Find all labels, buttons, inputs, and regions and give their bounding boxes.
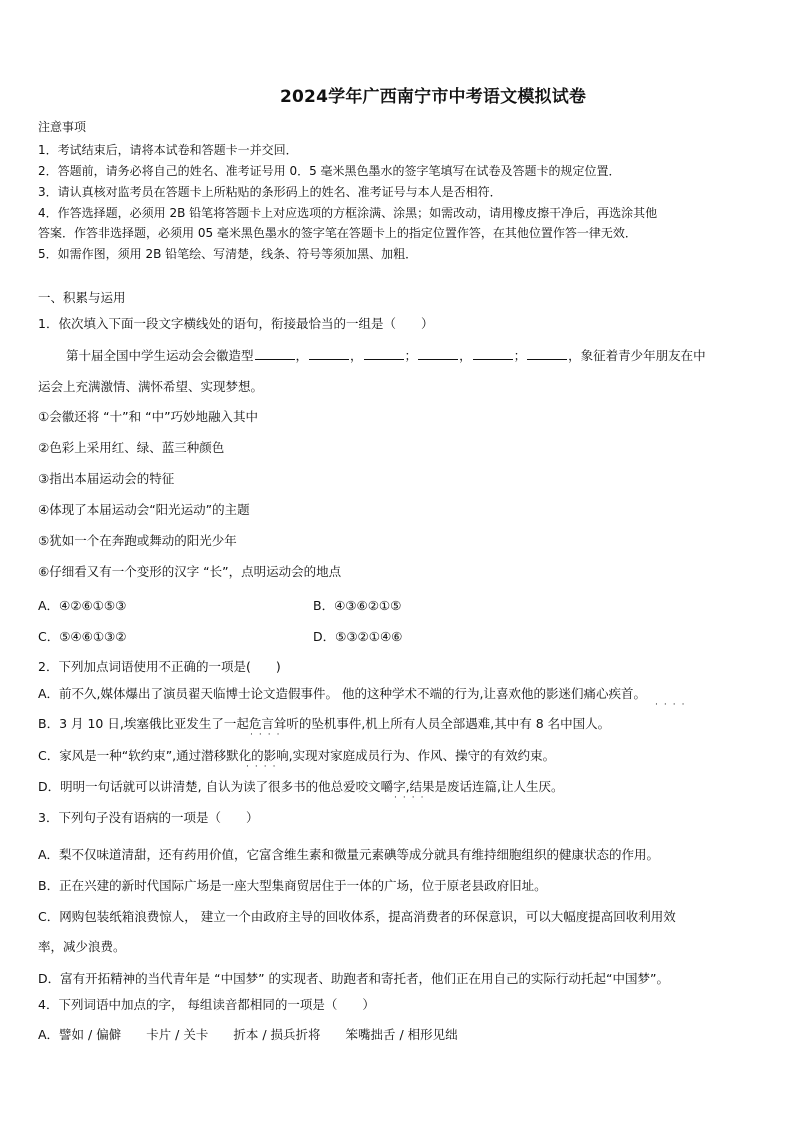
option-c[interactable]: C．家风是一种“软约束”,通过潜移默化的影响,实现对家庭成员行为、作风、操守的有效约束。 <box>38 748 556 763</box>
note-item: 答案．作答非选择题，必须用 05 毫米黑色墨水的签字笔在答题卡上的指定位置作答，在其他位置作答一律无效． <box>38 226 637 240</box>
note-item: 2．答题前，请务必将自己的姓名、准考证号用 0．5 毫米黑色墨水的签字笔填写在试卷及答题卡的规定位置． <box>38 164 621 178</box>
question-4-stem: 4．下列词语中加点的字， 每组读音都相同的一项是（ ） <box>38 997 375 1012</box>
option-d[interactable]: D．明明一句话就可以讲清楚, 自认为读了很多书的他总爱咬文嚼字,结果是废话连篇,让人生厌。 <box>38 779 564 794</box>
punctuation: ， <box>350 348 363 363</box>
list-item: ③指出本届运动会的特征 <box>38 471 175 486</box>
emphasis-dots: ···· <box>246 762 282 772</box>
note-item: 3．请认真核对监考员在答题卡上所粘贴的条形码上的姓名、准考证号与本人是否相符． <box>38 185 502 199</box>
page-title: 2024学年广西南宁市中考语文模拟试卷 <box>280 87 587 107</box>
option-b[interactable]: B．3 月 10 日,埃塞俄比亚发生了一起危言耸听的坠机事件,机上所有人员全部遇难,其中有 8 名中国人。 <box>38 716 611 731</box>
option-c[interactable]: C．⑤④⑥①③② <box>38 629 127 644</box>
answer-blank[interactable] <box>309 348 349 360</box>
answer-blank[interactable] <box>418 348 458 360</box>
question-1-passage-line-2: 运会上充满激情、满怀希望、实现梦想。 <box>38 379 264 394</box>
answer-blank[interactable] <box>473 348 513 360</box>
answer-blank[interactable] <box>527 348 567 360</box>
option-a[interactable]: A．梨不仅味道清甜，还有药用价值，它富含维生素和微量元素碘等成分就具有维持细胞组织的健康状态的作用。 <box>38 847 660 862</box>
question-2-stem: 2．下列加点词语使用不正确的一项是( ) <box>38 659 281 674</box>
list-item: ⑥仔细看又有一个变形的汉字 “长”，点明运动会的地点 <box>38 564 342 579</box>
list-item: ⑤犹如一个在奔跑或舞动的阳光少年 <box>38 533 237 548</box>
option-c-continued: 率，减少浪费。 <box>38 939 126 954</box>
list-item: ④体现了本届运动会“阳光运动”的主题 <box>38 502 250 517</box>
note-item: 1．考试结束后，请将本试卷和答题卡一并交回． <box>38 143 298 157</box>
question-1-passage-line-1 <box>66 346 706 364</box>
option-b[interactable]: B．正在兴建的新时代国际广场是一座大型集商贸居住于一体的广场，位于原老县政府旧址。 <box>38 878 547 893</box>
emphasis-dots: ···· <box>394 793 430 803</box>
answer-blank[interactable] <box>364 348 404 360</box>
list-item: ①会徽还将 “十”和 “中”巧妙地融入其中 <box>38 409 259 424</box>
question-1-stem: 1．依次填入下面一段文字横线处的语句，衔接最恰当的一组是（ ） <box>38 316 434 331</box>
punctuation: ； <box>404 348 418 363</box>
option-c[interactable]: C．网购包装纸箱浪费惊人， 建立一个由政府主导的回收体系，提高消费者的环保意识，可以大幅度提高回收利用效 <box>38 909 676 924</box>
notes-heading: 注意事项 <box>38 120 87 134</box>
question-3-stem: 3．下列句子没有语病的一项是（ ） <box>38 810 259 825</box>
punctuation: ； <box>513 348 527 363</box>
emphasis-dots: ···· <box>655 700 691 710</box>
emphasis-dots: ···· <box>250 730 286 740</box>
list-item: ②色彩上采用红、绿、蓝三种颜色 <box>38 440 225 455</box>
option-a[interactable]: A．前不久,媒体爆出了演员翟天临博士论文造假事件。 他的这种学术不端的行为,让喜欢他的影迷们痛心疾首。 <box>38 686 646 701</box>
option-a[interactable]: A．④②⑥①⑤③ <box>38 598 127 613</box>
note-item: 5．如需作图，须用 2B 铅笔绘、写清楚，线条、符号等须加黑、加粗． <box>38 247 418 261</box>
option-a[interactable]: A．譬如 / 偏僻 卡片 / 关卡 折本 / 损兵折将 笨嘴拙舌 / 相形见绌 <box>38 1027 458 1042</box>
option-d[interactable]: D．富有开拓精神的当代青年是 “中国梦” 的实现者、助跑者和寄托者，他们正在用自己的实际行动托起“中国梦”。 <box>38 971 669 986</box>
answer-blank[interactable] <box>255 348 295 360</box>
passage-text: 第十届全国中学生运动会会徽造型 <box>66 348 254 363</box>
punctuation: ， <box>295 348 309 363</box>
passage-text: ，象征着青少年朋友在中 <box>568 348 706 363</box>
option-b[interactable]: B．④③⑥②①⑤ <box>313 598 402 613</box>
punctuation: ， <box>459 348 472 363</box>
section-heading: 一、积累与运用 <box>38 290 126 305</box>
note-item: 4．作答选择题，必须用 2B 铅笔将答题卡上对应选项的方框涂满、涂黑；如需改动，请用橡皮擦干净后，再选涂其他 <box>38 206 658 220</box>
option-d[interactable]: D．⑤③②①④⑥ <box>313 629 403 644</box>
